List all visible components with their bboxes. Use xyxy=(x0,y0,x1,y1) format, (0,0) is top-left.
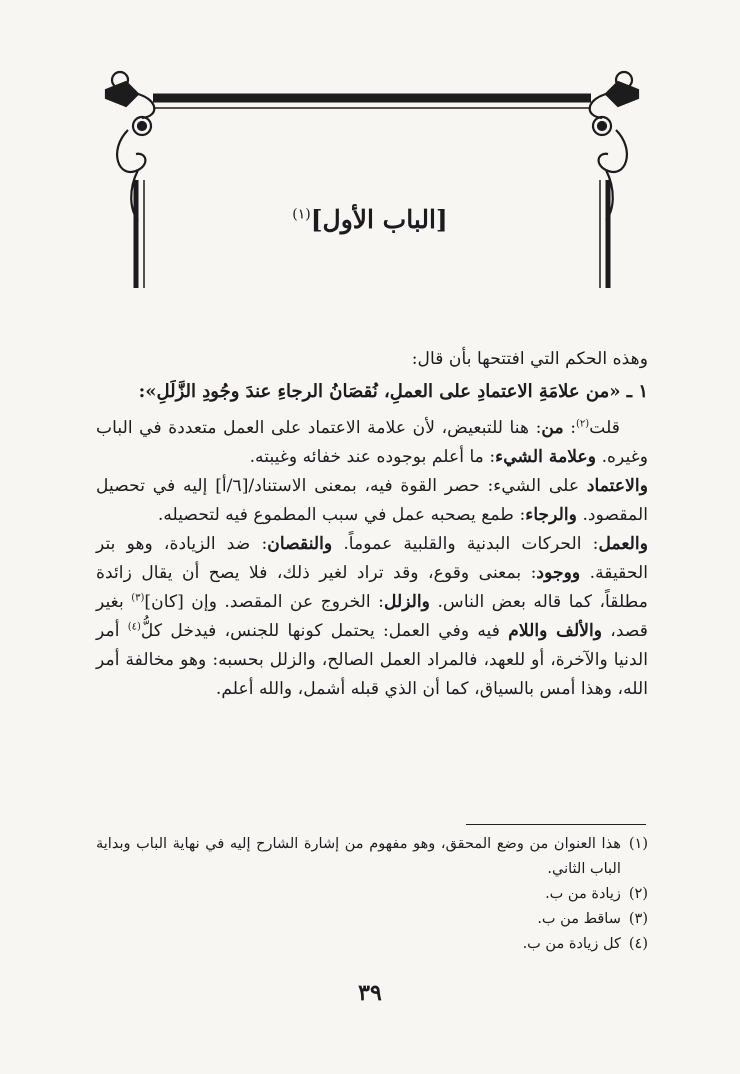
text-run: قلت xyxy=(589,418,620,438)
text-run: : ما أعلم بوجوده عند خفائه وغيبته. xyxy=(249,447,496,467)
term: والرجاء xyxy=(525,505,577,525)
footnote-text: كل زيادة من ب. xyxy=(522,936,621,952)
text-run: : الخروج عن المقصد. وإن [كان] xyxy=(144,592,384,612)
chapter-title-text: [الباب الأول] xyxy=(310,205,448,234)
main-text xyxy=(96,345,648,704)
term: والألف واللام xyxy=(508,621,603,641)
footnote-text: هذا العنوان من وضع المحقق، وهو مفهوم من إشارة الشارح إليه في نهاية الباب وبداية الباب الثاني. xyxy=(96,836,621,877)
text-run: : طمع يصحبه عمل في سبب المطموع فيه لتحصيله. xyxy=(157,505,526,525)
footnote-divider xyxy=(466,824,646,825)
footnote-ref: (٣) xyxy=(131,592,145,604)
text-run: : هنا للتبعيض، لأن علامة الاعتماد على العمل متعددة في الباب وغيره. xyxy=(96,418,648,467)
text-run: فيه وفي العمل: يحتمل كونها للجنس، فيدخل كلُّ xyxy=(140,621,509,641)
term: من xyxy=(541,418,564,438)
intro-line: وهذه الحكم التي افتتحها بأن قال: xyxy=(411,349,648,369)
paragraph-2 xyxy=(96,472,648,530)
term: وعلامة الشيء xyxy=(495,447,597,467)
footnote-ref: (٤) xyxy=(127,621,141,633)
footnote-number: (٤) xyxy=(628,936,648,952)
chapter-note-ref: (١) xyxy=(292,206,311,223)
text-run: على الشيء: حصر القوة فيه، بمعنى الاستناد/[٦/أ] إليه في تحصيل المقصود. xyxy=(96,476,648,525)
footnote-item xyxy=(96,932,648,957)
paragraph-3 xyxy=(96,530,648,704)
footnote-number: (٢) xyxy=(628,886,648,902)
term: والزلل xyxy=(383,592,430,612)
text-run: أمر الدنيا والآخرة، أو للعهد، فالمراد العمل الصالح، والزلل بحسبه: وهو مخالفة أمر الله، وهذا أمس بالسياق، كما أن الذي قبله أشمل، والله أعلم. xyxy=(96,621,648,699)
aphorism-number: ١ ـ xyxy=(626,381,648,402)
footnote-ref: (٢) xyxy=(576,418,590,430)
footnote-text: ساقط من ب. xyxy=(537,911,621,927)
footnote-text: زيادة من ب. xyxy=(545,886,621,902)
page-number: ٣٩ xyxy=(358,980,382,1006)
term: ووجود xyxy=(536,563,581,583)
term: والاعتماد xyxy=(586,476,648,496)
aphorism-heading xyxy=(96,376,648,408)
term: والعمل xyxy=(598,534,648,554)
term: والنقصان xyxy=(267,534,333,554)
aphorism-text: «من علامَةِ الاعتمادِ على العملِ، نُقصَانُ الرجاءِ عندَ وجُودِ الزَّلَلِ»: xyxy=(138,381,621,402)
text-run: : ضد الزيادة، وهو بتر الحقيقة. xyxy=(96,534,648,583)
footnote-item xyxy=(96,832,648,882)
footnote-item xyxy=(96,907,648,932)
footnote-number: (١) xyxy=(628,836,648,852)
text-run: : الحركات البدنية والقلبية عموماً. xyxy=(332,534,599,554)
ornamental-frame-icon xyxy=(98,60,646,290)
text-run: : xyxy=(563,418,577,438)
text-run: بغير قصد، xyxy=(96,592,648,641)
text-run: : بمعنى وقوع، وقد تراد لغير ذلك، فلا يصح أن يقال زائدة مطلقاً، كما قاله بعض الناس. xyxy=(96,563,648,612)
chapter-title xyxy=(0,205,740,234)
paragraph-1 xyxy=(96,414,648,472)
footnote-number: (٣) xyxy=(628,911,648,927)
footnotes xyxy=(96,832,648,957)
footnote-item xyxy=(96,882,648,907)
